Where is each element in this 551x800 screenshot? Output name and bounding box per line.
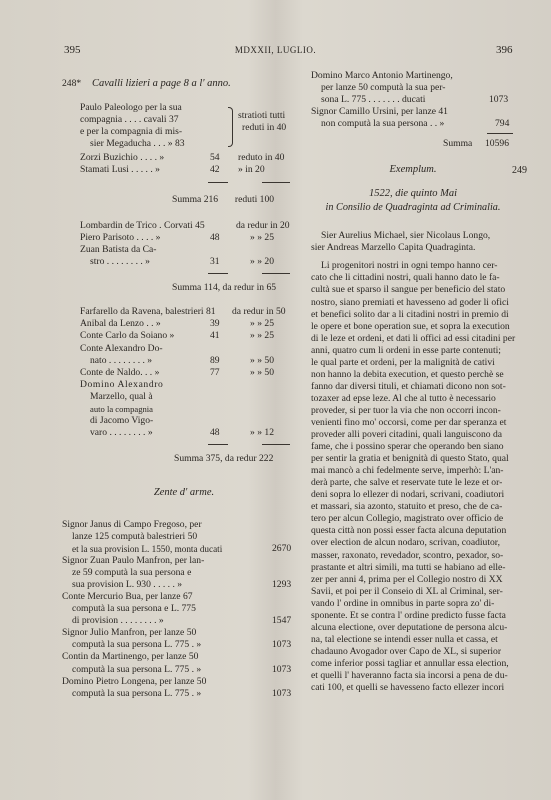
row-num: 48: [210, 232, 220, 244]
summa-text: Summa 375, da redur 222: [174, 452, 274, 464]
entry-line: [62, 651, 306, 663]
entry-text: di provision . . . . . . . . »: [72, 615, 164, 627]
entry-line: [62, 567, 306, 579]
entry-text: et la sua provision L. 1550, monta ducati: [72, 544, 223, 555]
table-row: [62, 403, 306, 415]
sponsor-text: Sier Aurelius Michael, sier Nicolaus Longo,: [321, 230, 491, 242]
group-bracket: [228, 107, 233, 147]
row-name: Marzello, qual à: [90, 390, 153, 402]
summa-row: [62, 282, 306, 294]
entry-line: [62, 579, 306, 591]
entry-line: [62, 531, 306, 543]
table-row: [62, 367, 306, 379]
row-note: » » 50: [250, 366, 274, 378]
text-line: [311, 574, 515, 586]
row-num: 89: [210, 354, 220, 366]
group-note: stratioti tutti: [238, 110, 286, 121]
text-line: [311, 345, 515, 357]
paleologo-line: e per la compagnia di mis-: [80, 126, 183, 138]
text-line: [311, 393, 515, 405]
text-line-content: cultà sue et sparso il sangue per beneficio del stato: [311, 284, 506, 296]
entry-text: Signor Camillo Ursini, per lanze 41: [311, 106, 448, 118]
entry-line: [62, 639, 306, 651]
row-name: Anibal da Lenzo . . »: [80, 318, 161, 330]
table-row: [62, 343, 306, 355]
text-line-content: proveder, si per tuor la via che non occorri incon-: [311, 404, 501, 416]
sum-rule: [208, 444, 228, 445]
sponsor-line: [311, 230, 515, 242]
left-title-row: [62, 78, 306, 94]
right-summa-row: [311, 138, 515, 150]
row-note: da redur in 20: [236, 220, 290, 232]
row-note: » » 25: [250, 330, 274, 342]
text-line: [311, 405, 515, 417]
text-line: [311, 658, 515, 670]
table-row: [62, 256, 306, 268]
entry-line: [62, 615, 306, 627]
table-row: [62, 232, 306, 244]
summa-row: [62, 453, 306, 465]
entry-amount: 1073: [272, 663, 292, 675]
entry-line: [311, 82, 515, 94]
text-line-content: vando l' ordine in omnibus in parte sopra zo' di-: [311, 597, 495, 609]
entry-line: [62, 627, 306, 639]
text-line: [311, 550, 515, 562]
row-num: 39: [210, 318, 220, 330]
row-num: 77: [210, 366, 220, 378]
sum-rule: [208, 273, 228, 274]
table-row: [62, 220, 306, 232]
block3: [62, 306, 306, 439]
entry-text: Domino Marco Antonio Martinengo,: [311, 70, 453, 81]
table-row: [62, 152, 306, 164]
text-line-content: zer per anni 4, prima per el Collegio nostro di XX: [311, 573, 503, 585]
entry-text: Signor Zuan Paulo Manfron, per lan-: [62, 555, 205, 567]
row-name: Farfarello da Ravena, balestrieri 81: [80, 306, 216, 318]
date-line: [311, 202, 515, 216]
entry-text: ze 59 computà la sua persona e: [72, 567, 192, 579]
right-top-entries: [311, 70, 515, 130]
text-line: [311, 297, 515, 309]
entry-text: computà la sua persona L. 775 . »: [72, 663, 202, 675]
text-line: [311, 586, 515, 598]
text-line: [311, 333, 515, 345]
text-line-content: tozaxer ad epse leze. Al che al tutto è necessario: [311, 392, 496, 404]
entry-text: computà la sua persona L. 775 . »: [72, 639, 202, 651]
entry-text: Contin da Martinengo, per lanze 50: [62, 651, 199, 663]
entry-amount: 794: [495, 118, 510, 130]
table-row: [62, 164, 306, 176]
row-name: Piero Parisoto . . . . »: [80, 232, 161, 244]
section-heading-row: [62, 487, 306, 503]
entry-text: Domino Pietro Longena, per lanze 50: [62, 675, 207, 687]
paleologo-line: Paulo Paleologo per la sua: [80, 102, 182, 113]
text-line-content: Li progenitori nostri in ogni tempo hanno cer-: [321, 260, 498, 272]
summa-text: Summa 216 reduti 100: [172, 194, 275, 206]
text-line-content: chadauno Avogador over Capo de XL, si superior: [311, 645, 502, 657]
row-name: nato . . . . . . . . »: [90, 354, 153, 366]
text-line: [311, 622, 515, 634]
text-line-content: cato che li cittadini nostri, quali hanno dato le fa-: [311, 272, 500, 284]
row-note: reduto in 40: [238, 152, 285, 163]
text-line: [311, 525, 515, 537]
entry-text: sona L. 775 . . . . . . . ducati: [321, 94, 426, 106]
text-line-content: Savii, et poi per il Conseio di XL al Criminal, ser-: [311, 585, 503, 597]
entry-line: [62, 688, 306, 700]
entry-text: Conte Mercurio Bua, per lanze 67: [62, 591, 193, 603]
entry-text: Signor Julio Manfron, per lanze 50: [62, 627, 197, 639]
entry-line: [62, 591, 306, 603]
text-line: [311, 272, 515, 284]
text-line-content: le qual parte et ordeni, per la malignità de cativi: [311, 356, 495, 368]
row-num: 54: [210, 152, 220, 163]
row-note: » » 20: [250, 256, 274, 268]
text-line-content: na, tal electione se intendi esser nulla et cassa, et: [311, 633, 498, 645]
entry-amount: 2670: [272, 543, 292, 555]
paleologo-line: sier Megaducha . . . » 83: [90, 138, 185, 150]
text-line: [311, 381, 515, 393]
entry-line: [311, 106, 515, 118]
exemplum-row: [311, 164, 515, 180]
text-line-content: alcuna electione, over deputatione de persona alcu-: [311, 621, 508, 633]
text-line-content: nostro, siano premiati et havesseno ad goder li ofici: [311, 296, 509, 308]
text-line: [311, 634, 515, 646]
text-line: [311, 465, 515, 477]
text-line: [311, 453, 515, 465]
entry-text: Signor Janus di Campo Fregoso, per: [62, 518, 202, 530]
entry-amount: 1073: [272, 639, 292, 651]
title-marker: 248*: [62, 78, 82, 89]
entry-text: lanze 125 computà balestrieri 50: [72, 530, 198, 542]
sum-rule: [262, 444, 290, 445]
row-note: » » 25: [250, 318, 274, 330]
text-line: [311, 369, 515, 381]
row-note: » » 50: [250, 354, 274, 366]
entry-amount: 1547: [272, 615, 292, 627]
row-note: da redur in 50: [232, 306, 286, 318]
entry-line: [62, 676, 306, 688]
text-line-content: cati 100, et quelli se havesseno facto ellezer incori: [311, 682, 505, 694]
row-note: » in 20: [238, 164, 265, 176]
text-line: [311, 309, 515, 321]
entry-line: [62, 519, 306, 531]
text-line: [311, 489, 515, 501]
exemplum-heading: Exemplum.: [389, 164, 437, 176]
summa-text: Summa 114, da redur in 65: [172, 282, 277, 294]
margin-page-ref: 249: [512, 165, 527, 176]
paleologo-line: compagnia . . . . cavali 37: [80, 114, 179, 126]
text-line-content: le opere et bone operation sue, et sopra la execution: [311, 320, 510, 332]
row-name: Conte Alexandro Do-: [80, 342, 163, 354]
row-name: varo . . . . . . . . »: [90, 426, 153, 438]
right-column: [311, 70, 515, 694]
sum-rule: [262, 182, 290, 183]
table-row: [62, 379, 306, 391]
row-num: 42: [210, 164, 220, 176]
entry-line: [311, 118, 515, 130]
text-line: [311, 284, 515, 296]
text-line: [311, 598, 515, 610]
text-line-content: mai mancò a chi fedelmente serve, imperhò: L'an-: [311, 465, 504, 477]
sum-rule: [487, 133, 513, 134]
text-line-content: over election de alcun nodaro, scrivan, coadiutor,: [311, 537, 501, 549]
row-name: Zuan Batista da Ca-: [80, 244, 157, 256]
entry-text: sua provision L. 930 . . . . . »: [72, 579, 183, 591]
text-line-content: tero per alcun Collegio, magistrato over officio de: [311, 513, 504, 525]
left-section-title: Cavalli lizieri a page 8 a l' anno.: [92, 78, 231, 89]
text-line-content: anni, quatro cum li ordeni in esse parte contenuti;: [311, 344, 501, 356]
text-line: [311, 321, 515, 333]
left-page-number: 395: [64, 44, 81, 56]
text-line: [311, 537, 515, 549]
table-row: [62, 427, 306, 439]
text-line-content: non hanno la debita execution, et questo perchè se: [311, 368, 504, 380]
table-row: [62, 318, 306, 330]
entry-text: per lanze 50 computà la sua per-: [321, 82, 446, 94]
entry-amount: 1073: [272, 687, 292, 699]
left-column: [62, 78, 306, 700]
entry-line: [62, 543, 306, 555]
date-line: [311, 188, 515, 202]
entry-line: [62, 555, 306, 567]
row-name: Conte de Naldo. . . »: [80, 366, 160, 378]
text-line-content: sponente. Et se contra l' ordine predicto fusse facta: [311, 609, 506, 621]
text-line-content: et quelli l' haveranno facta sia incorsi a pena de du-: [311, 669, 508, 681]
table-row: [62, 330, 306, 342]
entry-text: computà la sua persona L. 775 . »: [72, 687, 202, 699]
summa-row: [62, 194, 306, 206]
text-line-content: masser, raxonato, revedador, scontro, pexador, so-: [311, 549, 504, 561]
text-line: [311, 477, 515, 489]
text-line: [311, 646, 515, 658]
row-name: stro . . . . . . . . »: [90, 256, 150, 268]
sum-rule: [208, 182, 228, 183]
row-name: Domino Alexandro: [80, 378, 164, 390]
row-name: Lombardin de Trico . Corvati 45: [80, 220, 205, 232]
text-line: [311, 501, 515, 513]
text-line: [311, 513, 515, 525]
running-title: MDXXII, LUGLIO.: [234, 45, 317, 55]
text-line-content: per sentir la gratia et benignità di questo Stato, qual: [311, 453, 509, 465]
text-line: [311, 562, 515, 574]
entry-line: [311, 94, 515, 106]
block1: [62, 152, 306, 176]
row-note: » » 25: [250, 232, 274, 244]
text-line: [311, 610, 515, 622]
block2: [62, 220, 306, 268]
right-page-number: 396: [496, 44, 513, 56]
text-line-content: venienti fino mo' occorsi, come per dar speranza et: [311, 416, 507, 428]
text-line-content: prastante et altri simili, ma tutti se habiano ad elle-: [311, 561, 506, 573]
row-name: di Jacomo Vigo-: [90, 414, 154, 426]
zente-entries: [62, 519, 306, 700]
text-line-content: deni sopra lo ellezer di nodari, scrivani, coadiutori: [311, 489, 505, 501]
text-line-content: fanno dar diversi tituli, et chiamati dicono non sot-: [311, 380, 506, 392]
text-line-content: come inferior possi tagliar et annullar essa election,: [311, 657, 509, 669]
group-note: reduti in 40: [242, 122, 287, 133]
paleologo-group: [62, 102, 306, 152]
row-name: Conte Carlo da Soiano »: [80, 330, 175, 342]
text-line: [311, 670, 515, 682]
text-line: [311, 429, 515, 441]
row-num: 31: [210, 256, 220, 268]
row-note: » » 12: [250, 426, 274, 438]
text-line-content: proveder alli poveri citadini, quali languiscono da: [311, 429, 503, 441]
text-line: [311, 441, 515, 453]
row-num: 41: [210, 330, 220, 342]
table-row: [62, 355, 306, 367]
entry-line: [62, 664, 306, 676]
text-line-content: et benefici solito dar a li citadini nostri in premio di: [311, 308, 509, 320]
summa-label: Summa: [443, 138, 473, 150]
text-line: [311, 357, 515, 369]
summa-amount: 10596: [485, 138, 509, 150]
text-line-content: di le leze et ordeni, et dati li offici ad essi citadini per: [311, 332, 516, 344]
text-line-content: questa città non possi esser facta alcuna deputation: [311, 525, 507, 537]
text-line: [311, 682, 515, 694]
text-line-content: fame, che i possino sperar che operando ben siano: [311, 441, 504, 453]
entry-line: [62, 603, 306, 615]
text-line: [311, 417, 515, 429]
text-line: [311, 260, 515, 272]
row-name: auto la compagnia: [90, 403, 153, 414]
text-line-content: et massari, sia azonto, statuito et preso, che de ca-: [311, 501, 503, 513]
decree-text: [311, 260, 515, 694]
section-heading: Zente d' arme.: [153, 486, 215, 498]
row-num: 48: [210, 426, 220, 438]
row-name: Stamati Lusi . . . . . »: [80, 164, 160, 176]
entry-amount: 1293: [272, 579, 292, 591]
date-line-2: in Consilio de Quadraginta ad Criminalia.: [325, 202, 501, 214]
row-name: Zorzi Buzichio . . . . »: [80, 152, 165, 163]
entry-text: computà la sua persona e L. 775: [72, 603, 196, 615]
date-line-1: 1522, die quinto Mai: [368, 188, 458, 200]
sponsor-text: sier Andreas Marzello Capita Quadraginta.: [311, 242, 476, 254]
table-row: [62, 244, 306, 256]
entry-amount: 1073: [489, 94, 509, 106]
sum-rule: [262, 273, 290, 274]
table-row: [62, 391, 306, 403]
entry-line: [311, 70, 515, 82]
table-row: [62, 415, 306, 427]
sponsor-line: [311, 242, 515, 254]
entry-text: non computà la sua persona . . »: [321, 118, 445, 130]
table-row: [62, 306, 306, 318]
text-line-content: derà parte, che salve et reservate tute le leze et or-: [311, 477, 503, 489]
